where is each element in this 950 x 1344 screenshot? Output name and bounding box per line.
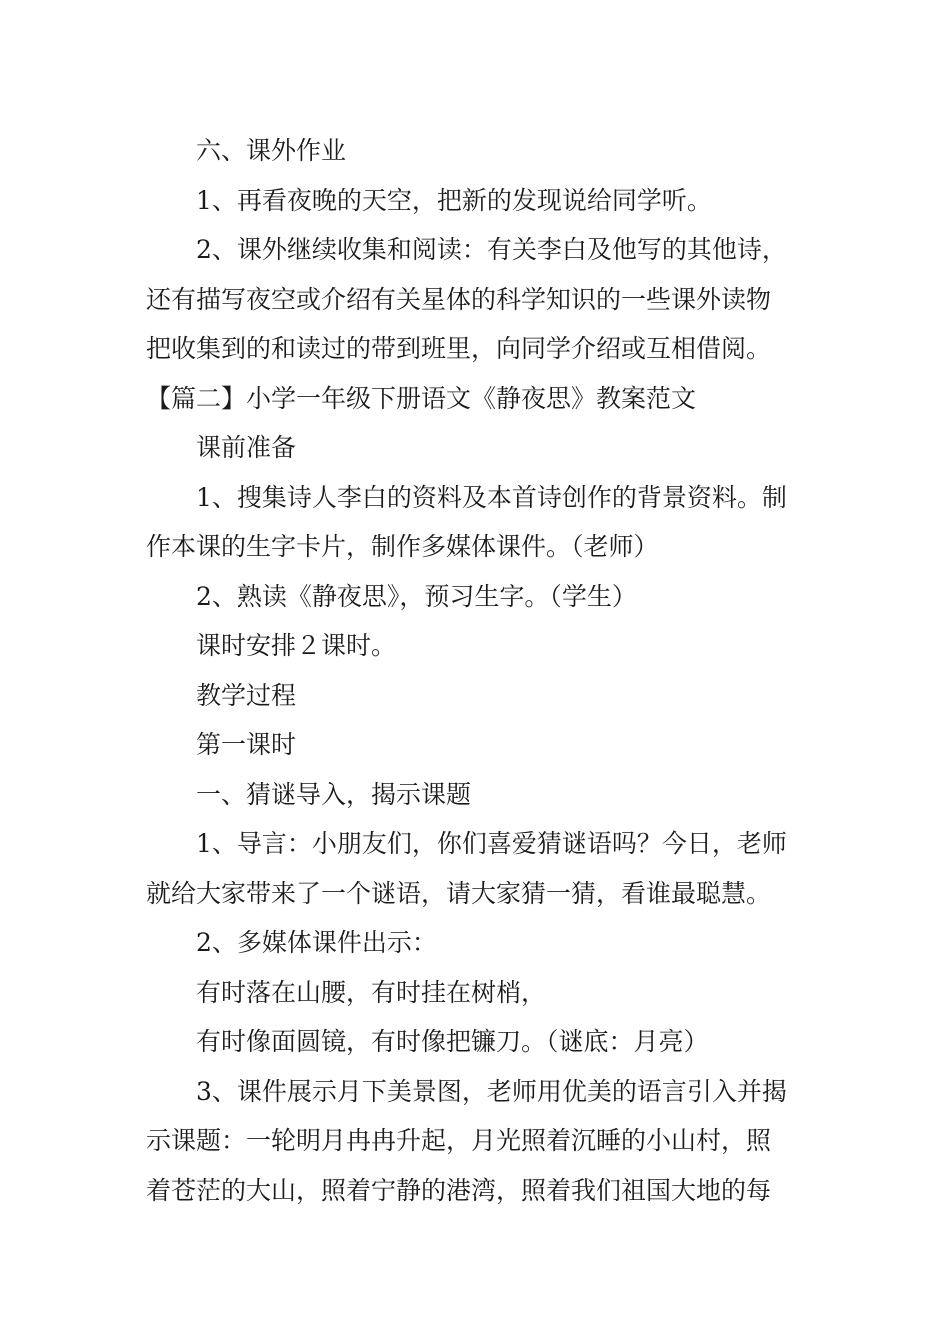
section-heading-intro: 一、猜谜导入，揭示课题	[196, 779, 472, 809]
document-body	[146, 126, 806, 1215]
riddle-line: 有时落在山腰，有时挂在树梢，	[196, 977, 547, 1007]
paragraph-line: 示课题：一轮明月冉冉升起，月光照着沉睡的小山村，照	[146, 1126, 772, 1155]
paragraph-line: 1、导言：小朋友们，你们喜爱猜谜语吗？今日，老师	[196, 829, 787, 858]
paragraph-line: 就给大家带来了一个谜语，请大家猜一猜，看谁最聪慧。	[146, 878, 772, 908]
section-heading-preparation: 课前准备	[196, 433, 297, 462]
paragraph-line: 课时安排２课时。	[196, 631, 397, 660]
paragraph-line: 2、熟读《静夜思》，预习生字。（学生）	[196, 581, 637, 611]
paragraph-line: 1、再看夜晚的天空，把新的发现说给同学听。	[196, 185, 712, 215]
section-heading-first-lesson: 第一课时	[196, 730, 297, 759]
article-title: 【篇二】小学一年级下册语文《静夜思》教案范文	[146, 383, 697, 413]
paragraph-line: 3、课件展示月下美景图，老师用优美的语言引入并揭	[196, 1076, 787, 1106]
paragraph-line: 作本课的生字卡片，制作多媒体课件。（老师）	[146, 532, 659, 561]
riddle-line: 有时像面圆镜，有时像把镰刀。（谜底：月亮）	[196, 1027, 709, 1056]
paragraph-line: 2、课外继续收集和阅读：有关李白及他写的其他诗，	[196, 235, 787, 264]
paragraph-line: 2、多媒体课件出示：	[196, 928, 437, 957]
paragraph-line: 1、搜集诗人李白的资料及本首诗创作的背景资料。制	[196, 482, 787, 512]
section-heading-process: 教学过程	[196, 680, 297, 710]
section-heading-homework: 六、课外作业	[196, 136, 347, 165]
paragraph-line: 着苍茫的大山，照着宁静的港湾，照着我们祖国大地的每	[146, 1175, 772, 1205]
paragraph-line: 把收集到的和读过的带到班里，向同学介绍或互相借阅。	[146, 334, 772, 363]
paragraph-line: 还有描写夜空或介绍有关星体的科学知识的一些课外读物	[146, 284, 772, 314]
